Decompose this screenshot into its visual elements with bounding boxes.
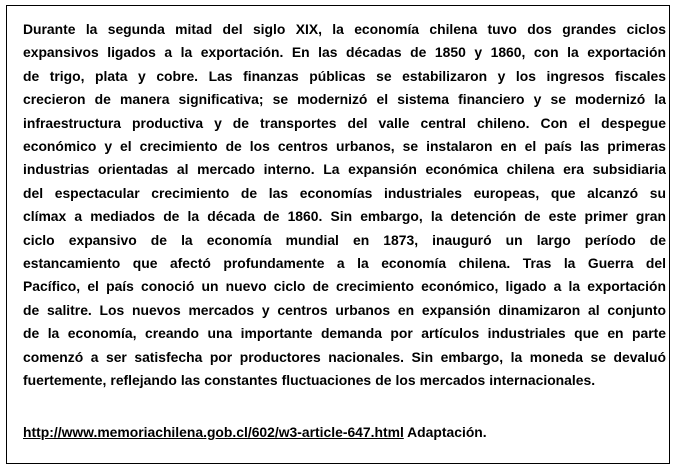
source-link[interactable]: http://www.memoriachilena.gob.cl/602/w3-article-647.html	[23, 424, 404, 440]
source-citation	[23, 421, 487, 444]
paragraph-line-6: económico y el crecimiento de los centros urbanos, se instalaron en el país las primeras	[23, 138, 666, 155]
source-suffix: Adaptación.	[403, 424, 487, 440]
paragraph-line-15: comenzó a ser satisfecha por productores nacionales. Sin embargo, la moneda se devaluó	[23, 348, 666, 365]
paragraph-line-7: industrias orientadas al mercado interno. La expansión económica chilena era subsidiaria	[23, 161, 666, 178]
paragraph-line-1: Durante la segunda mitad del siglo XIX, la economía chilena tuvo dos grandes ciclos	[23, 21, 666, 37]
paragraph-line-12: Pacífico, el país conoció un nuevo ciclo de crecimiento económico, ligado a la exportación	[23, 278, 666, 295]
paragraph-line-11: estancamiento que afectó profundamente a la economía chilena. Tras la Guerra del	[23, 255, 666, 272]
paragraph-line-14: de la economía, creando una importante demanda por artículos industriales que en parte	[23, 325, 666, 342]
body-paragraph	[23, 18, 666, 393]
paragraph-line-10: ciclo expansivo de la economía mundial en 1873, inauguró un largo período de	[23, 231, 666, 248]
paragraph-line-5: infraestructura productiva y de transportes del valle central chileno. Con el despegue	[23, 114, 666, 131]
paragraph-line-13: de salitre. Los nuevos mercados y centros urbanos en expansión dinamizaron al conjunto	[23, 301, 666, 318]
paragraph-line-16: fuertemente, reflejando las constantes fluctuaciones de los mercados internacionales.	[23, 372, 596, 389]
paragraph-line-2: expansivos ligados a la exportación. En las décadas de 1850 y 1860, con la exportación	[23, 44, 666, 61]
paragraph-line-3: de trigo, plata y cobre. Las finanzas públicas se estabilizaron y los ingresos fiscales	[23, 67, 666, 84]
text-box-frame	[6, 5, 670, 464]
paragraph-line-8: del espectacular crecimiento de las economías industriales europeas, que alcanzó su	[23, 184, 666, 201]
paragraph-line-4: crecieron de manera significativa; se modernizó el sistema financiero y se modernizó la	[23, 91, 666, 108]
paragraph-line-9: clímax a mediados de la década de 1860. Sin embargo, la detención de este primer gran	[23, 208, 666, 225]
